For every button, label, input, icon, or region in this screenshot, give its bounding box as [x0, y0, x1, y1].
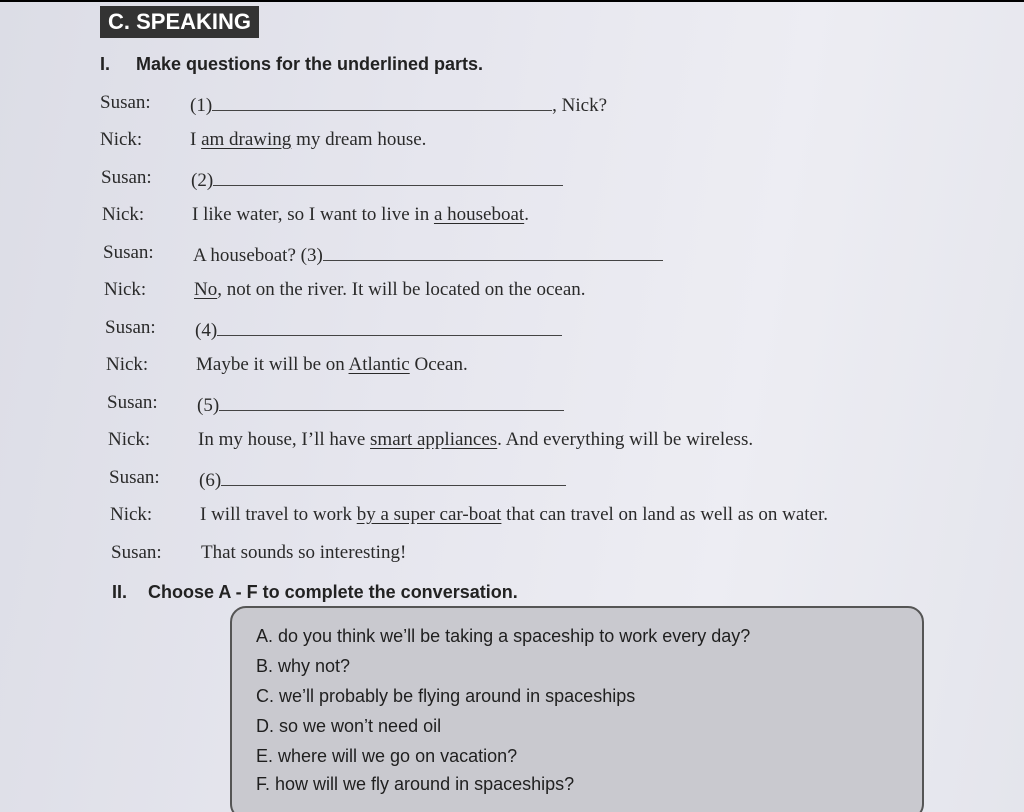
speaker-name: Susan: [105, 317, 156, 338]
line-text [195, 317, 562, 342]
underlined-part: smart appliances [370, 429, 498, 450]
speaker-name: Nick: [110, 504, 153, 525]
line-text-pre: (1) [190, 95, 213, 116]
section-title: C. SPEAKING [100, 6, 259, 38]
speaker-name: Susan: [111, 542, 162, 563]
speaker-name: Nick: [102, 204, 145, 225]
line-text-post: . And everything will be wireless. [497, 429, 754, 450]
line-text [190, 129, 426, 151]
line-text-pre: In my house, I’ll have [198, 429, 371, 450]
line-text-pre: I will travel to work [200, 504, 357, 525]
line-text-post: , not on the river. It will be located on the ocean. [217, 279, 586, 300]
line-text [192, 204, 529, 226]
underlined-part: am drawing [201, 129, 292, 150]
line-text-pre: Maybe it will be on [196, 354, 349, 375]
option-e: E. where will we go on vacation? [256, 746, 518, 766]
line-text-pre: A houseboat? (3) [193, 245, 323, 266]
answer-blank[interactable] [323, 242, 663, 261]
line-text [194, 279, 586, 301]
speaker-name: Susan: [101, 167, 152, 188]
answer-blank[interactable] [212, 92, 552, 111]
line-text-pre: I like water, so I want to live in [192, 204, 434, 225]
line-text [193, 242, 663, 267]
option-b: B. why not? [256, 656, 351, 676]
speaker-name: Susan: [109, 467, 160, 488]
answer-blank[interactable] [221, 467, 566, 486]
options-box [230, 606, 924, 812]
line-text [198, 429, 753, 451]
part1-heading-text: Make questions for the underlined parts. [136, 54, 484, 74]
line-text [197, 392, 564, 417]
line-text-pre: I [190, 129, 202, 150]
speaker-name: Susan: [100, 92, 151, 113]
answer-blank[interactable] [217, 317, 562, 336]
speaker-name: Susan: [107, 392, 158, 413]
part2-heading [112, 582, 518, 603]
line-text [190, 92, 607, 117]
line-text [201, 542, 406, 564]
line-text-pre: (2) [191, 170, 214, 191]
line-text-pre: (5) [197, 395, 220, 416]
answer-blank[interactable] [213, 167, 563, 186]
speaker-name: Nick: [106, 354, 149, 375]
line-text-post: , Nick? [552, 95, 608, 116]
speaker-name: Nick: [104, 279, 147, 300]
answer-blank[interactable] [219, 392, 564, 411]
speaker-name: Nick: [100, 129, 143, 150]
option-d: D. so we won’t need oil [256, 716, 442, 736]
part2-heading-text: Choose A - F to complete the conversation. [148, 582, 518, 602]
line-text [200, 504, 828, 526]
underlined-part: No [194, 279, 218, 300]
part2-number: II. [112, 582, 128, 602]
option-f: F. how will we fly around in spaceships? [256, 774, 575, 794]
speaker-name: Susan: [103, 242, 154, 263]
worksheet-page [0, 2, 1024, 812]
line-text-post: . [524, 204, 529, 225]
line-text-pre: (6) [199, 470, 222, 491]
underlined-part: by a super car-boat [356, 504, 502, 525]
option-a: A. do you think we’ll be taking a spaceship to work every day? [256, 626, 751, 646]
line-text-pre: That sounds so interesting! [201, 542, 407, 563]
option-c: C. we’ll probably be flying around in spaceships [256, 686, 636, 706]
line-text-post: that can travel on land as well as on water. [501, 504, 829, 525]
line-text [191, 167, 563, 192]
part1-number: I. [100, 54, 111, 74]
line-text-post: my dream house. [291, 129, 427, 150]
line-text-pre: (4) [195, 320, 218, 341]
line-text-post: Ocean. [409, 354, 468, 375]
underlined-part: Atlantic [348, 354, 410, 375]
part1-heading [100, 54, 483, 75]
line-text [199, 467, 566, 492]
line-text [196, 354, 468, 376]
speaker-name: Nick: [108, 429, 151, 450]
underlined-part: a houseboat [433, 204, 525, 225]
